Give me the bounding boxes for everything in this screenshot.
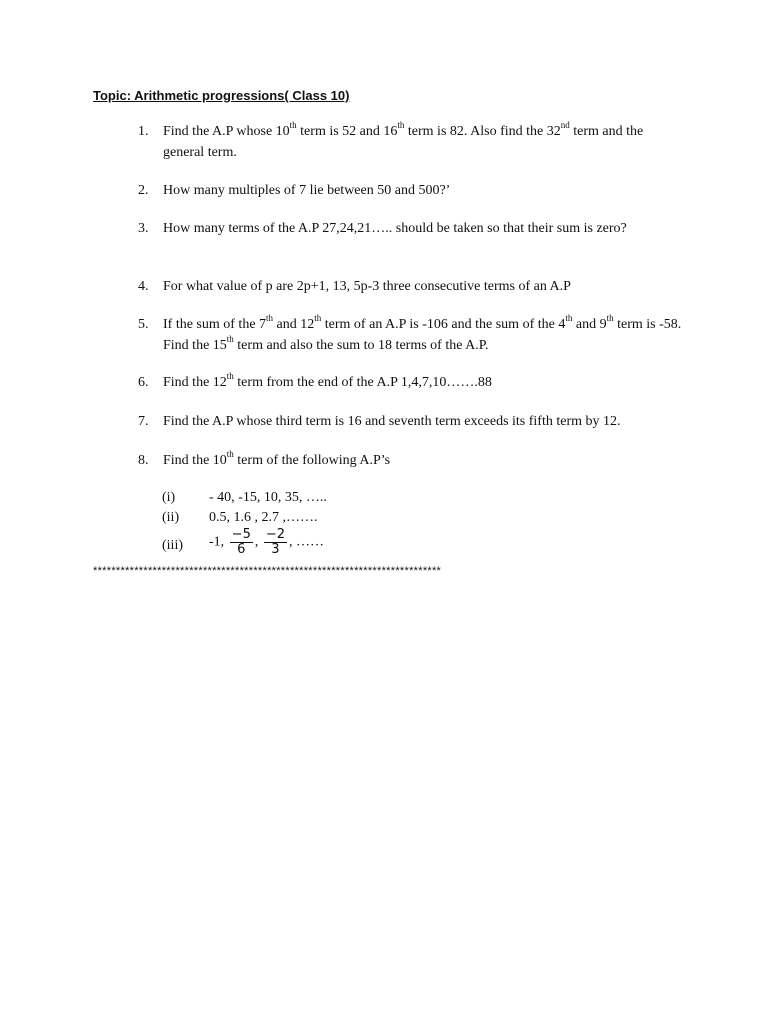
fraction-denominator: 6: [237, 542, 246, 557]
question-7: [138, 411, 683, 432]
question-text: For what value of p are 2p+1, 13, 5p-3 three consecutive terms of an A.P: [163, 279, 571, 294]
question-text: Find the A.P whose third term is 16 and seventh term exceeds its fifth term by 12.: [163, 414, 621, 429]
question-2: [138, 180, 683, 201]
question-4: [138, 276, 683, 297]
subpart-sequence: 0.5, 1.6 , 2.7 ,…….: [209, 510, 318, 525]
question-8: [138, 450, 683, 471]
question-number: 4.: [138, 279, 149, 294]
question-number: 1.: [138, 124, 149, 139]
question-number: 2.: [138, 183, 149, 198]
separator: ,: [254, 534, 259, 550]
question-text: How many terms of the A.P 27,24,21….. should be taken so that their sum is zero?: [163, 221, 627, 236]
question-6: [138, 372, 683, 393]
fraction-numerator: −2: [265, 527, 286, 542]
question-number: 7.: [138, 414, 149, 429]
question-text: Find the 12th term from the end of the A.P 1,4,7,10…….88: [163, 371, 492, 390]
question-text: Find the A.P whose 10th term is 52 and 16th term is 82. Also find the 32nd term and the general term.: [163, 120, 644, 160]
sequence-first-term: -1,: [209, 534, 225, 550]
subpart-roman: (ii): [162, 510, 180, 525]
question-1: [138, 121, 683, 163]
page-title: Topic: Arithmetic progressions( Class 10): [93, 88, 350, 103]
question-number: 3.: [138, 221, 149, 236]
fraction-term: [264, 528, 287, 557]
question-text: How many multiples of 7 lie between 50 and 500?’: [163, 183, 451, 198]
question-number: 6.: [138, 375, 149, 390]
question-text: If the sum of the 7th and 12th term of an A.P is -106 and the sum of the 4th and 9th term is -58. Find the 15th term and also the sum to 18 terms of the A.P.: [163, 313, 682, 353]
sequence-ellipsis: , ……: [289, 534, 325, 550]
fraction-term: [230, 528, 253, 557]
fraction-denominator: 3: [271, 542, 280, 557]
subpart-sequence: [209, 528, 324, 557]
fraction-numerator: −5: [231, 527, 251, 542]
question-number: 8.: [138, 453, 149, 468]
subpart-sequence: - 40, -15, 10, 35, …..: [209, 490, 327, 505]
subpart-roman: (iii): [162, 538, 183, 553]
divider-stars: ****************************************************************************: [93, 565, 442, 577]
question-text: Find the 10th term of the following A.P’s: [163, 449, 391, 468]
question-3: [138, 218, 683, 239]
subpart-roman: (i): [162, 490, 176, 505]
question-5: [138, 314, 683, 356]
question-number: 5.: [138, 317, 149, 332]
